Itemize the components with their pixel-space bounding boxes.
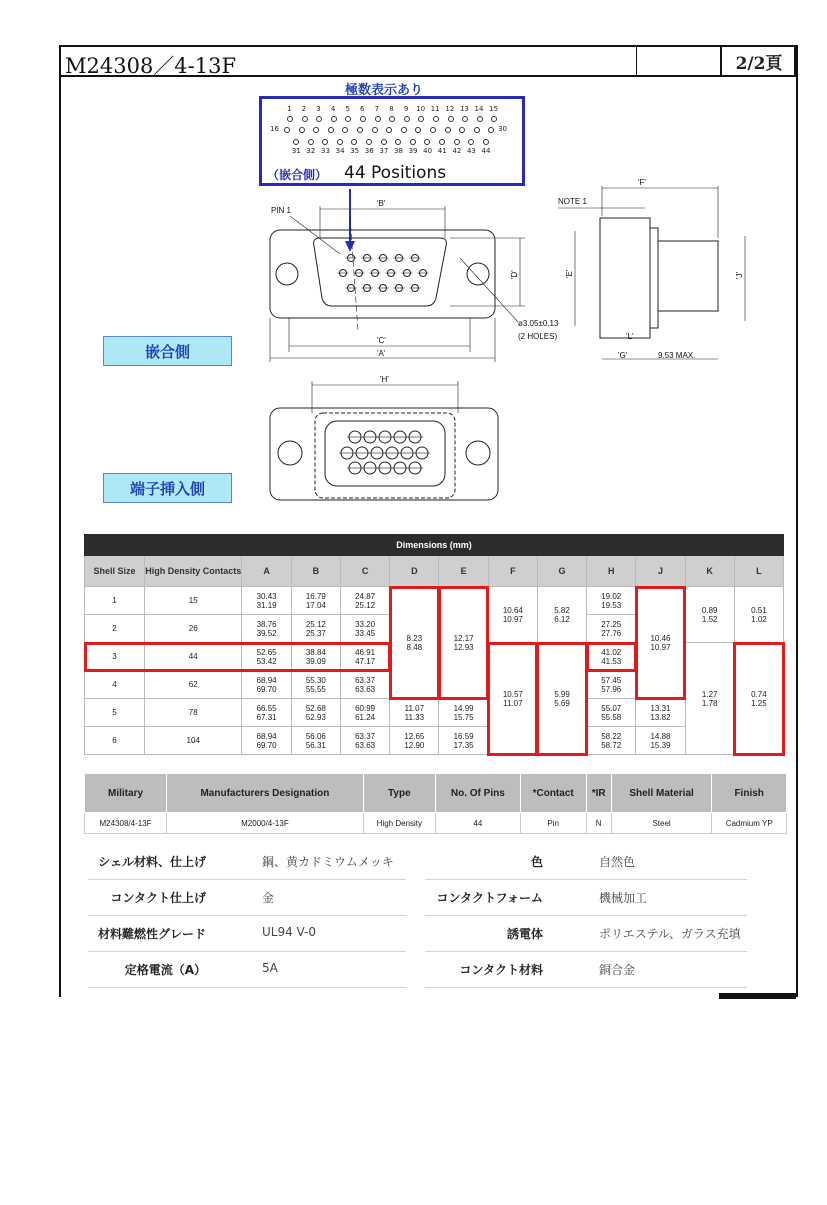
spec-value: 鋼、黄カドミウムメッキ [262,855,394,869]
spec-label: 材料難燃性グレード [97,927,206,941]
pin-number: 32 [306,147,316,155]
dim-B-label: 'B' [377,199,386,208]
dimension-cell: 4 [85,671,145,699]
spec-label: コンタクト材料 [459,963,543,977]
dimension-cell: 38.76 39.52 [242,615,291,643]
military-data-row [85,813,787,834]
pin-number: 42 [452,147,462,155]
military-column-header: Shell Material [611,774,712,813]
military-cell: M24308/4-13F [85,813,167,834]
pin-number: 10 [416,105,426,113]
highlight-E [438,586,489,700]
military-column-header: *IR [586,774,611,813]
pin-number: 12 [445,105,455,113]
spec-value: 自然色 [599,855,636,869]
dim-C-label: 'C' [377,336,386,345]
dimension-cell: 3 [85,643,145,671]
pin-dots-top [287,116,506,122]
dimension-cell: 62 [145,671,242,699]
dimension-cell: 68.94 69.70 [242,671,291,699]
dimension-cell: 57.45 57.96 [587,671,636,699]
dimensions-column-header: C [340,556,389,587]
title-spacer-cell [636,47,721,75]
dimension-cell: 15 [145,587,242,615]
mating-side-label: 嵌合側 [103,336,232,366]
dimension-cell: 10.57 11.07 [488,643,537,755]
page-number: 2/2頁 [720,47,796,75]
military-column-header: No. Of Pins [435,774,520,813]
pin-number: 4 [330,105,336,113]
spec-value: 金 [262,891,275,905]
military-header-row [85,774,787,813]
dimension-cell: 25.12 25.37 [291,615,340,643]
pin1-label: PIN 1 [271,206,292,215]
spec-divider [425,951,747,952]
pin-number: 9 [403,105,409,113]
spec-value: 銅合金 [599,963,636,977]
dimension-cell: 27.25 27.76 [587,615,636,643]
spec-divider [425,879,747,880]
dimensions-column-header: High Density Contacts [145,556,242,587]
dimension-cell: 14.99 15.75 [439,699,488,727]
pin-number: 5 [345,105,350,113]
spec-divider [88,987,406,988]
note-label: NOTE 1 [558,197,587,206]
spec-divider [425,915,747,916]
dimension-cell: 63.37 63.63 [340,727,389,755]
dimensions-column-header: F [488,556,537,587]
spec-divider [425,987,747,988]
dim-L-label: 'L' [626,332,634,341]
side-tail [658,241,718,311]
pin-number: 41 [437,147,447,155]
right-hole [467,263,489,285]
highlight-J [635,586,686,700]
pin-number: 31 [291,147,301,155]
pin-number: 35 [350,147,360,155]
military-cell: Pin [520,813,586,834]
dimension-cell: 2 [85,615,145,643]
pin-number: 36 [364,147,374,155]
spec-divider [88,951,406,952]
pin-dots-middle [284,127,503,133]
dimension-cell: 16.59 17.35 [439,727,488,755]
spec-value: UL94 V-0 [262,925,317,939]
dim-E-label: 'E' [565,269,574,278]
pin-number: 1 [287,105,292,113]
dimension-cell: 66.55 67.31 [242,699,291,727]
military-cell: Steel [611,813,712,834]
pin-number: 2 [301,105,307,113]
flange-outline [270,230,495,318]
dimension-cell: 0.51 1.02 [734,587,783,643]
military-cell: 44 [435,813,520,834]
spec-label: シェル材料、仕上げ [98,855,206,869]
dimension-cell: 38.84 39.09 [291,643,340,671]
dim-F-label: 'F' [638,178,646,187]
hole-dimension: ø3.05±0.13 [518,319,559,328]
pin-number: 14 [474,105,484,113]
pin-row-bottom [289,147,493,155]
spec-value: 5A [262,961,278,975]
spec-label: 定格電流（A） [124,963,206,977]
dimension-cell: 52.65 53.42 [242,643,291,671]
pin-number: 37 [379,147,389,155]
dim-D-label: 'D' [510,270,519,279]
side-view-drawing [550,176,760,366]
spec-label: コンタクトフォーム [436,891,543,905]
dim-G-label: 'G' [618,351,628,360]
military-cell: Cadmium YP [712,813,787,834]
dimension-cell: 12.65 12.90 [390,727,439,755]
military-column-header: Military [85,774,167,813]
dim-H-label: 'H' [380,375,389,384]
dimensions-title: Dimensions (mm) [85,535,784,556]
pin-arrow-head [345,241,355,252]
pin-label-16: 16 [270,125,279,133]
dimension-row [85,699,784,727]
highlight-H [586,642,637,672]
dimension-row [85,727,784,755]
dimension-cell: 13.31 13.82 [636,699,685,727]
dimension-cell: 55.30 55.55 [291,671,340,699]
dimension-cell: 6 [85,727,145,755]
dimensions-column-header: E [439,556,488,587]
part-number-title: M24308／4-13F [65,54,237,78]
pin-number: 3 [316,105,321,113]
dimension-cell: 56.06 56.31 [291,727,340,755]
dimensions-header-row [85,556,784,587]
military-column-header: Type [363,774,435,813]
dimension-cell: 60.99 61.24 [340,699,389,727]
pin-number: 8 [389,105,394,113]
dim-A-label: 'A' [377,349,386,358]
dimensions-column-header: H [587,556,636,587]
front-pin-grid [338,255,429,292]
dimension-cell: 16.79 17.04 [291,587,340,615]
pin-number: 43 [466,147,476,155]
mating-side-note: （嵌合側） [267,168,328,182]
military-table [84,773,787,834]
spec-label: コンタクト仕上げ [110,891,206,905]
dimensions-column-header: D [390,556,439,587]
dimension-cell: 1.27 1.78 [685,643,734,755]
dimensions-column-header: A [242,556,291,587]
dimension-cell: 19.02 19.53 [587,587,636,615]
pin-number: 11 [430,105,440,113]
pin-label-30: 30 [498,125,507,133]
dimension-cell: 52.68 52.93 [291,699,340,727]
dimension-cell: 104 [145,727,242,755]
dim-J-label: 'J' [735,271,744,279]
highlight-D [389,586,440,700]
dimension-cell: 10.64 10.97 [488,587,537,643]
pin-number: 39 [408,147,418,155]
terminal-side-label: 端子挿入側 [103,473,232,503]
highlight-K [733,642,784,756]
highlight-F [487,642,538,756]
dimension-cell: 46.91 47.17 [340,643,389,671]
dimensions-column-header: Shell Size [85,556,145,587]
dimension-cell: 5 [85,699,145,727]
pin-row-top [282,105,501,113]
dimension-cell: 1 [85,587,145,615]
dimension-cell: 12.17 12.93 [439,587,488,699]
dimension-cell: 0.74 1.25 [734,643,783,755]
highlight-shell-3 [84,642,391,672]
pin-number: 44 [481,147,491,155]
pin-dots-bottom [293,139,497,145]
specs-left [88,845,408,995]
dimension-cell: 14.88 15.39 [636,727,685,755]
title-bar [59,45,796,77]
dimension-cell: 5.99 5.69 [537,643,586,755]
spec-label: 誘電体 [506,927,543,941]
dimensions-column-header: L [734,556,783,587]
military-column-header: Finish [712,774,787,813]
spec-value: 機械加工 [599,891,648,905]
specs-right [425,845,775,995]
dimension-cell: 68.94 69.70 [242,727,291,755]
dimensions-column-header: B [291,556,340,587]
left-hole [276,263,298,285]
pin-number: 6 [360,105,365,113]
spec-divider [88,915,406,916]
military-cell: M2000/4-13F [167,813,364,834]
dimension-cell: 0.89 1.52 [685,587,734,643]
pin-number: 38 [393,147,403,155]
page-bottom-bar [719,993,796,999]
pin-number: 40 [423,147,433,155]
positions-label: 44 Positions [344,163,447,183]
pin-number: 7 [374,105,380,113]
dimension-cell: 30.43 31.19 [242,587,291,615]
military-column-header: Manufacturers Designation [167,774,364,813]
holes-count: (2 HOLES) [518,332,558,341]
pin-number: 15 [489,105,499,113]
pin-number: 13 [459,105,469,113]
dimension-cell: 33.20 33.45 [340,615,389,643]
dimension-cell: 10.46 10.97 [636,587,685,699]
rear-pin-grid [339,431,430,474]
military-cell: High Density [363,813,435,834]
highlight-G [536,642,587,756]
military-column-header: *Contact [520,774,586,813]
dimension-cell: 41.02 41.53 [587,643,636,671]
dimension-cell: 63.37 63.63 [340,671,389,699]
dimension-cell: 11.07 11.33 [390,699,439,727]
dimension-cell: 8.23 8.48 [390,587,439,699]
dimension-cell: 44 [145,643,242,671]
spec-divider [88,879,406,880]
dimensions-column-header: G [537,556,586,587]
dimension-cell: 55.07 55.58 [587,699,636,727]
dimension-cell: 26 [145,615,242,643]
spec-value: ポリエステル、ガラス充填 [599,927,741,941]
max-length-label: 9.53 MAX. [658,351,696,360]
rear-view-drawing [240,373,550,508]
military-cell: N [586,813,611,834]
dimension-cell: 24.87 25.12 [340,587,389,615]
pin-number-caption: 極数表示あり [345,83,424,98]
dimensions-column-header: K [685,556,734,587]
spec-label: 色 [530,855,543,869]
pin-number: 34 [335,147,345,155]
dimensions-column-header: J [636,556,685,587]
side-body [600,218,650,338]
front-view-drawing [240,186,580,366]
dimension-cell: 78 [145,699,242,727]
dimension-cell: 5.82 6.12 [537,587,586,643]
pin-number: 33 [321,147,330,155]
pin-position-box [259,96,525,186]
dimension-cell: 58.22 58.72 [587,727,636,755]
